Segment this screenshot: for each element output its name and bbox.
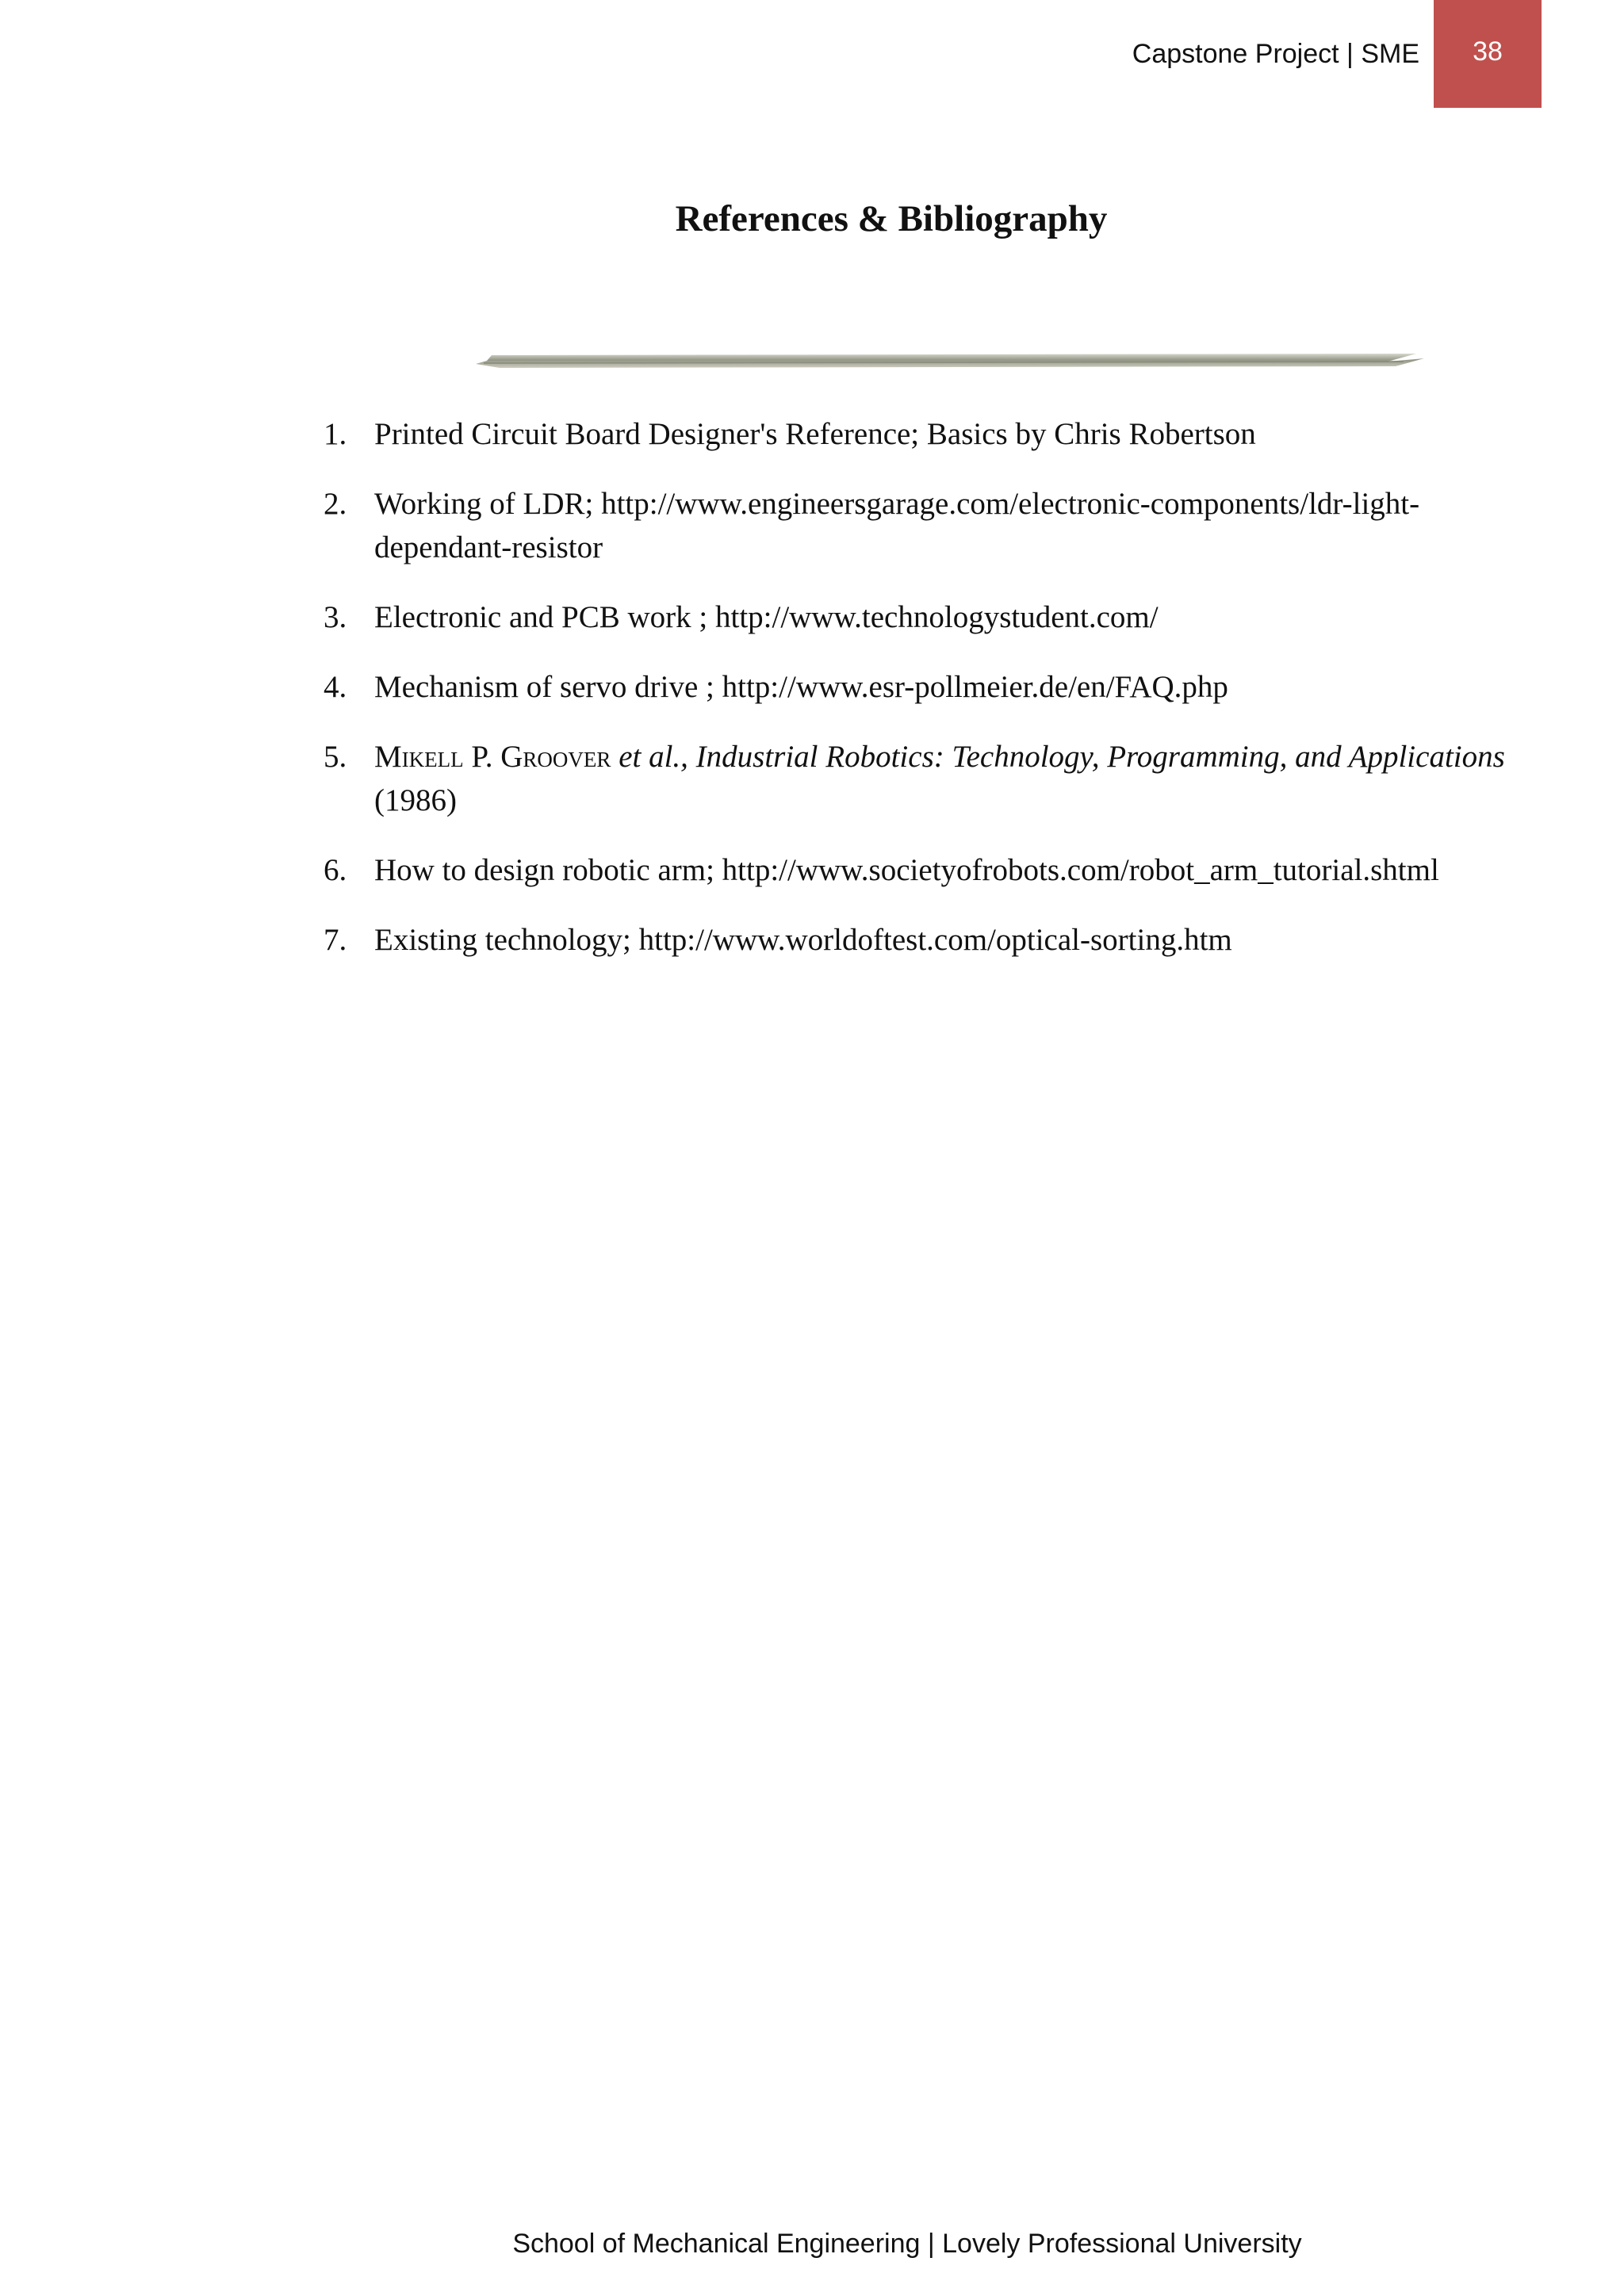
reference-text: Existing technology; http://www.worldoftest.com/optical-sorting.htm: [374, 923, 1232, 957]
reference-item: [324, 482, 1545, 569]
reference-number: 2.: [324, 487, 347, 521]
reference-number: 4.: [324, 670, 347, 704]
page-footer: School of Mechanical Engineering | Lovely Professional University: [512, 2229, 1302, 2259]
running-header: Capstone Project | SME: [1132, 39, 1419, 69]
reference-item: [324, 848, 1545, 892]
reference-number: 1.: [324, 417, 347, 451]
page-title: References & Bibliography: [675, 198, 1108, 239]
reference-item: [324, 735, 1545, 822]
reference-work-title: Industrial Robotics: Technology, Programming, and Applications: [688, 740, 1505, 774]
reference-etal: et al.,: [611, 740, 688, 774]
reference-text: Electronic and PCB work ; http://www.technologystudent.com/: [374, 600, 1159, 634]
reference-item: [324, 412, 1545, 456]
reference-list: [324, 412, 1545, 988]
reference-number: 7.: [324, 923, 347, 957]
reference-text: Mechanism of servo drive ; http://www.esr-pollmeier.de/en/FAQ.php: [374, 670, 1228, 704]
reference-author: Mikell P. Groover: [374, 740, 611, 774]
reference-item: [324, 595, 1545, 639]
page-number: 38: [1473, 36, 1503, 67]
reference-number: 3.: [324, 600, 347, 634]
page-number-badge: [1434, 0, 1542, 108]
reference-item: [324, 918, 1545, 962]
reference-year: (1986): [374, 783, 457, 817]
reference-text: Printed Circuit Board Designer's Reference; Basics by Chris Robertson: [374, 417, 1256, 451]
reference-number: 6.: [324, 853, 347, 887]
reference-text: Working of LDR; http://www.engineersgarage.com/electronic-components/ldr-light-dependant-resistor: [374, 487, 1420, 564]
reference-item: [324, 665, 1545, 709]
decorative-rule: [476, 349, 1424, 373]
reference-number: 5.: [324, 740, 347, 774]
reference-text: How to design robotic arm; http://www.societyofrobots.com/robot_arm_tutorial.shtml: [374, 853, 1439, 887]
